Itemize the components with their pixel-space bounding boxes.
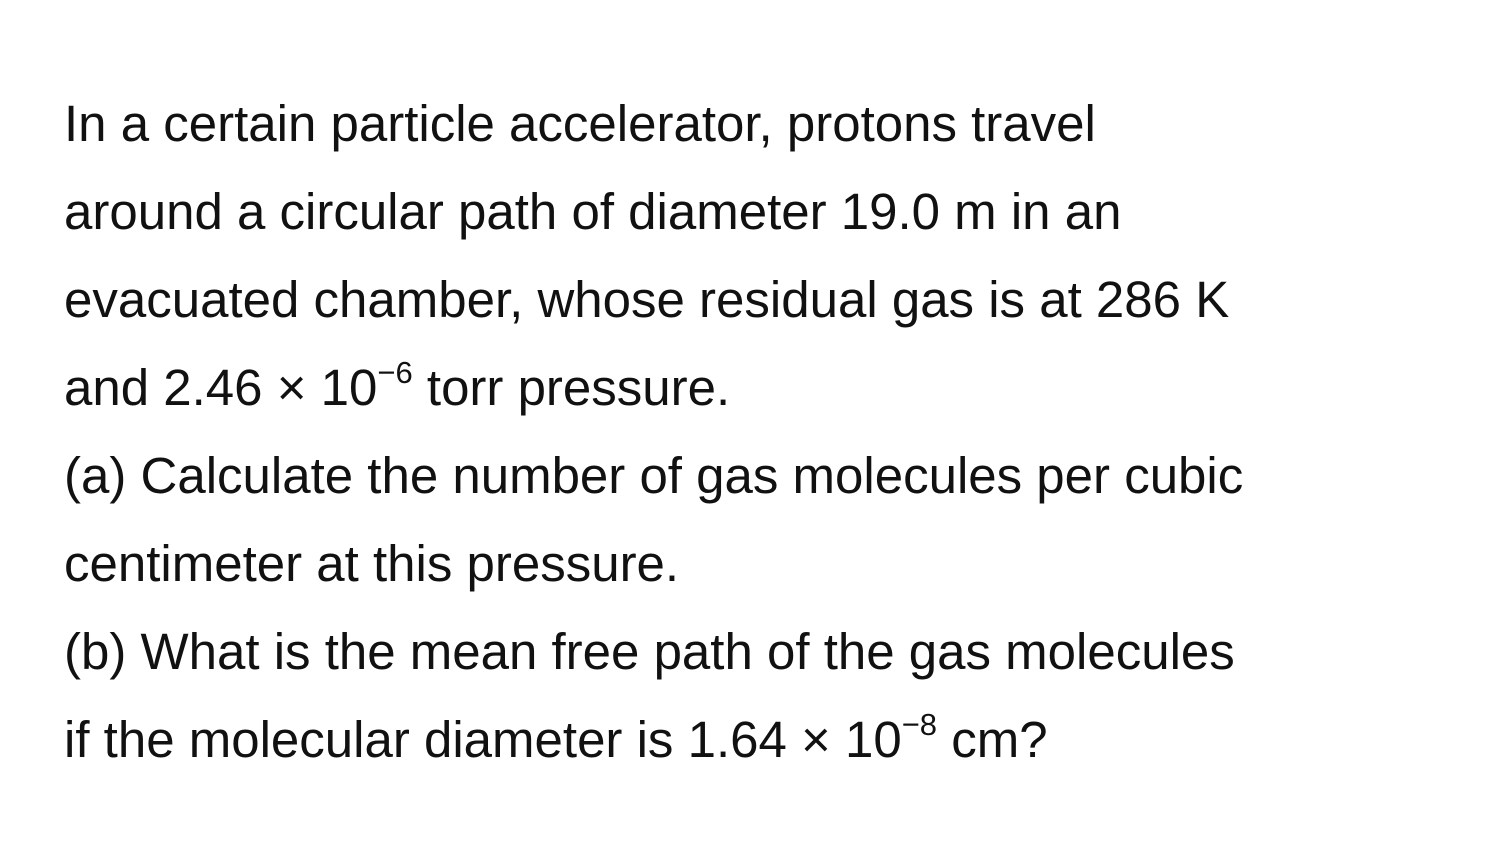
diameter-exponent: −8	[901, 707, 938, 742]
intro-line-4	[64, 344, 1464, 432]
pressure-exponent: −6	[377, 355, 413, 390]
pressure-unit: torr pressure.	[412, 359, 731, 416]
part-a-line-2: centimeter at this pressure.	[64, 535, 680, 592]
part-b-line-1: (b) What is the mean free path of the gas molecules	[64, 623, 1235, 680]
intro-line-3: evacuated chamber, whose residual gas is at 286 K	[64, 271, 1230, 328]
problem-text	[64, 80, 1464, 784]
intro-line-2: around a circular path of diameter 19.0 m in an	[64, 183, 1122, 240]
diameter-unit: cm?	[937, 711, 1048, 768]
intro-line-1: In a certain particle accelerator, protons travel	[64, 95, 1096, 152]
diameter-mantissa: if the molecular diameter is 1.64 × 10	[64, 711, 902, 768]
part-a-line-1: (a) Calculate the number of gas molecules per cubic	[64, 447, 1244, 504]
part-b-line-2	[64, 696, 1464, 784]
pressure-mantissa: and 2.46 × 10	[64, 359, 378, 416]
